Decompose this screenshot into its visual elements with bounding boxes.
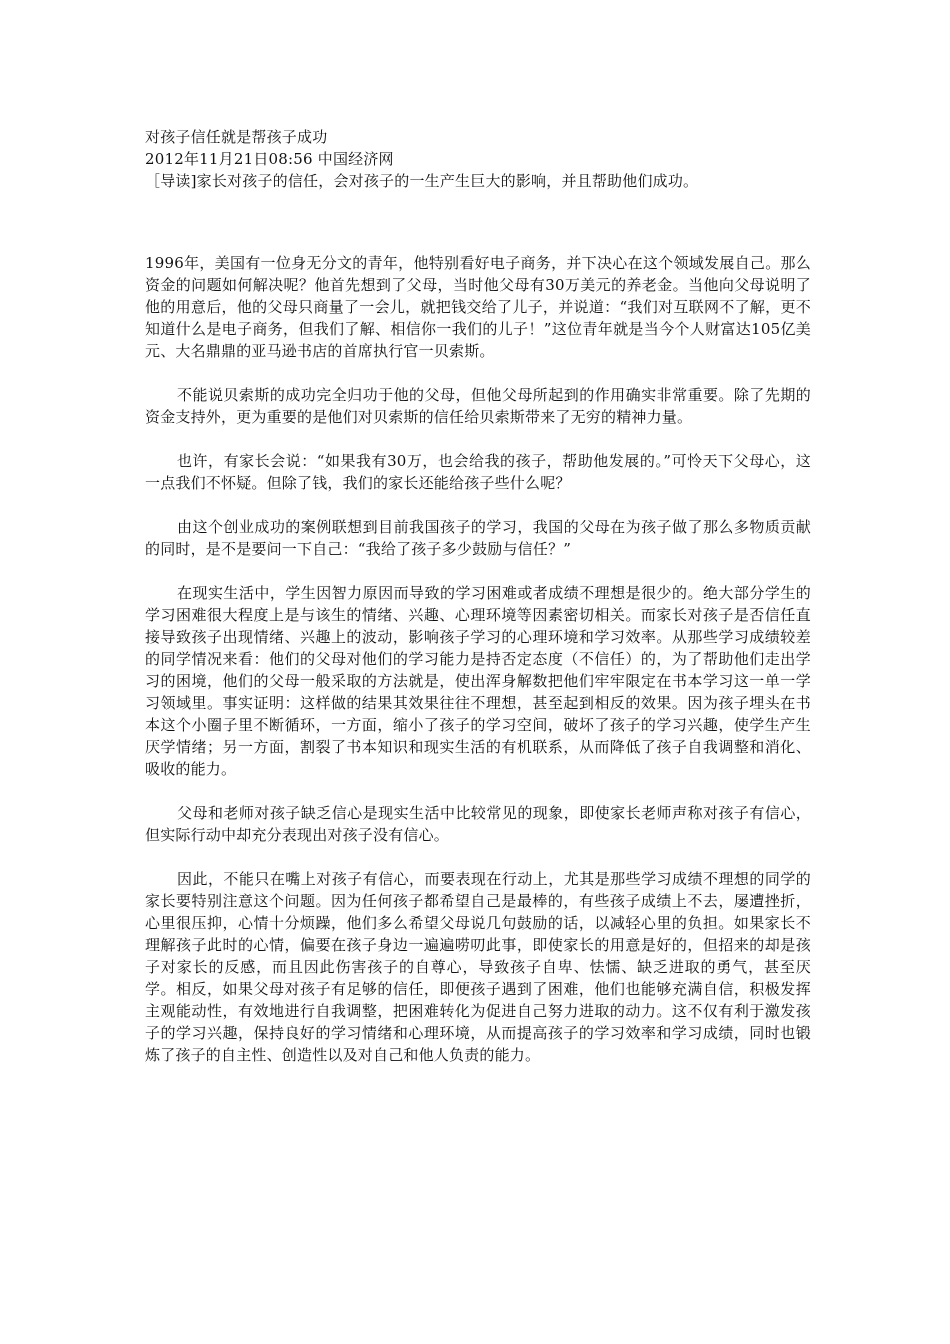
paragraph-2: 不能说贝索斯的成功完全归功于他的父母，但他父母所起到的作用确实非常重要。除了先期的资金支持外，更为重要的是他们对贝索斯的信任给贝索斯带来了无穷的精神力量。 [145,386,811,426]
paragraph-6: 父母和老师对孩子缺乏信心是现实生活中比较常见的现象，即使家长老师声称对孩子有信心，但实际行动中却充分表现出对孩子没有信心。 [145,804,811,844]
header-spacer [145,192,811,252]
article-title: 对孩子信任就是帮孩子成功 [145,128,328,146]
article-lead: ［导读]家长对孩子的信任，会对孩子的一生产生巨大的影响，并且帮助他们成功。 [145,172,699,190]
document-page [145,126,811,1088]
paragraph-3: 也许，有家长会说：“如果我有30万，也会给我的孩子，帮助他发展的。”可怜天下父母心，这一点我们不怀疑。但除了钱，我们的家长还能给孩子些什么呢？ [145,452,811,492]
article-dateline: 2012年11月21日08:56 中国经济网 [145,150,394,168]
paragraph-4: 由这个创业成功的案例联想到目前我国孩子的学习，我国的父母在为孩子做了那么多物质贡献的同时，是不是要问一下自己：“我给了孩子多少鼓励与信任？” [145,518,811,558]
paragraph-7: 因此，不能只在嘴上对孩子有信心，而要表现在行动上，尤其是那些学习成绩不理想的同学的家长要特别注意这个问题。因为任何孩子都希望自己是最棒的，有些孩子成绩上不去，屡遭挫折，心里很压抑，心情十分烦躁，他们多么希望父母说几句鼓励的话，以减轻心里的负担。如果家长不理解孩子此时的心情，偏要在孩子身边一遍遍唠叨此事，即使家长的用意是好的，但招来的却是孩子对家长的反感，而且因此伤害孩子的自尊心，导致孩子自卑、怯懦、缺乏进取的勇气，甚至厌学。相反，如果父母对孩子有足够的信任，即便孩子遇到了困难，他们也能够充满自信，积极发挥主观能动性，有效地进行自我调整，把困难转化为促进自己努力进取的动力。这不仅有利于激发孩子的学习兴趣，保持良好的学习情绪和心理环境，从而提高孩子的学习效率和学习成绩，同时也锻炼了孩子的自主性、创造性以及对自己和他人负责的能力。 [145,870,811,1064]
paragraph-1: 1996年，美国有一位身无分文的青年，他特别看好电子商务，并下决心在这个领域发展自己。那么资金的问题如何解决呢？他首先想到了父母，当时他父母有30万美元的养老金。当他向父母说明了他的用意后，他的父母只商量了一会儿，就把钱交给了儿子，并说道：“我们对互联网不了解，更不知道什么是电子商务，但我们了解、相信你一我们的儿子！”这位青年就是当今个人财富达105亿美元、大名鼎鼎的亚马逊书店的首席执行官一贝索斯。 [145,254,811,360]
paragraph-5: 在现实生活中，学生因智力原因而导致的学习困难或者成绩不理想是很少的。绝大部分学生的学习困难很大程度上是与该生的情绪、兴趣、心理环境等因素密切相关。而家长对孩子是否信任直接导致孩子出现情绪、兴趣上的波动，影响孩子学习的心理环境和学习效率。从那些学习成绩较差的同学情况来看：他们的父母对他们的学习能力是持否定态度（不信任）的，为了帮助他们走出学习的困境，他们的父母一般采取的方法就是，使出浑身解数把他们牢牢限定在书本学习这一单一学习领域里。事实证明：这样做的结果其效果往往不理想，甚至起到相反的效果。因为孩子埋头在书本这个小圈子里不断循环，一方面，缩小了孩子的学习空间，破坏了孩子的学习兴趣，使学生产生厌学情绪；另一方面，割裂了书本知识和现实生活的有机联系，从而降低了孩子自我调整和消化、吸收的能力。 [145,584,811,778]
